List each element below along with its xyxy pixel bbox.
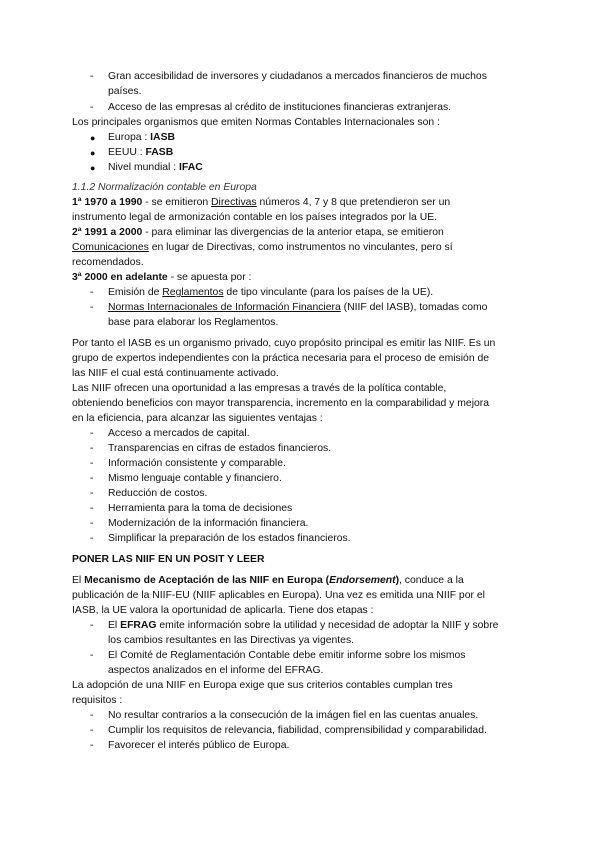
dash-marker: - (90, 620, 94, 631)
bullet-icon: ● (90, 133, 96, 143)
dash-marker: - (90, 650, 94, 661)
dash-marker: - (90, 428, 94, 439)
dash-marker: - (90, 503, 94, 514)
mechanism-line-2: publicación de la NIIF-EU (NIIF aplicables en Europa). Una vez es emitida una NIIF por el (72, 590, 485, 601)
stage-3-item-1: Emisión de Reglamentos de tipo vinculante (para los países de la UE). (108, 287, 434, 298)
advantage-item: Herramienta para la toma de decisiones (108, 503, 293, 514)
dash-marker: - (90, 302, 94, 313)
niif-link[interactable]: Normas Internacionales de Información Financiera (108, 302, 341, 313)
dash-marker: - (90, 473, 94, 484)
dash-marker: - (90, 518, 94, 529)
postit-heading: PONER LAS NIIF EN UN POSIT Y LEER (72, 554, 265, 565)
advantage-item: Acceso a mercados de capital. (108, 428, 250, 439)
requirement-item: Favorecer el interés público de Europa. (108, 740, 290, 751)
mechanism-line-1: El Mecanismo de Aceptación de las NIIF en Europa (Endorsement), conduce a la (72, 575, 464, 586)
stage-comite-cont: aspectos analizados en el informe del EFRAG. (108, 665, 324, 676)
iasb-line-3: las NIIF el cual está continuamente activado. (72, 368, 279, 379)
advantage-item: Transparencias en cifras de estados financieros. (108, 443, 332, 454)
org-item-europa: Europa : IASB (108, 132, 175, 143)
advantage-item: Reducción de costos. (108, 488, 208, 499)
organisms-intro: Los principales organismos que emiten Normas Contables Internacionales son : (72, 117, 440, 128)
advantage-item: Mismo lenguaje contable y financiero. (108, 473, 282, 484)
bullet-icon: ● (90, 148, 96, 158)
dash-marker: - (90, 443, 94, 454)
advantage-item: Modernización de la información financiera. (108, 518, 309, 529)
requirements-intro-2: requisitos : (72, 695, 123, 706)
stage-3-line-1: 3ª 2000 en adelante - se apuesta por : (72, 272, 252, 283)
section-title: 1.1.2 Normalización contable en Europa (72, 182, 257, 193)
bullet-icon: ● (90, 163, 96, 173)
org-item-mundial: Nivel mundial : IFAC (108, 162, 203, 173)
dash-marker: - (90, 458, 94, 469)
niif-line-3: en la eficiencia, para alcanzar las siguientes ventajas : (72, 413, 323, 424)
reglamentos-link[interactable]: Reglamentos (162, 287, 224, 298)
dash-marker: - (90, 533, 94, 544)
niif-line-1: Las NIIF ofrecen una oportunidad a las empresas a través de la política contable, (72, 383, 447, 394)
stage-2-line-2: Comunicaciones en lugar de Directivas, como instrumentos no vinculantes, pero sí (72, 242, 453, 253)
stage-1-line-2: instrumento legal de armonización contable en los países integrados por la UE. (72, 212, 438, 223)
dash-marker: - (90, 287, 94, 298)
dash-marker: - (90, 71, 94, 82)
requirement-item: Cumplir los requisitos de relevancia, fiabilidad, comprensibilidad y comparabilidad. (108, 725, 487, 736)
advantage-item: Simplificar la preparación de los estados financieros. (108, 533, 351, 544)
intro-item-1-cont: países. (108, 86, 142, 97)
iasb-line-2: grupo de expertos independientes con la práctica necesaria para el proceso de emisión de (72, 353, 490, 364)
dash-marker: - (90, 725, 94, 736)
stage-comite: El Comité de Reglamentación Contable debe emitir informe sobre los mismos (108, 650, 466, 661)
mechanism-line-3: IASB, la UE valora la oportunidad de aplicarla. Tiene dos etapas : (72, 605, 374, 616)
advantage-item: Información consistente y comparable. (108, 458, 286, 469)
iasb-line-1: Por tanto el IASB es un organismo privado, cuyo propósito principal es emitir las NIIF. Es un (72, 338, 496, 349)
stage-2-line-1: 2ª 1991 a 2000 - para eliminar las divergencias de la anterior etapa, se emitieron (72, 227, 444, 238)
niif-line-2: obteniendo beneficios con mayor transparencia, incremento en la comparabilidad y mejora (72, 398, 490, 409)
dash-marker: - (90, 102, 94, 113)
requirements-intro-1: La adopción de una NIIF en Europa exige que sus criterios contables cumplan tres (72, 680, 453, 691)
dash-marker: - (90, 740, 94, 751)
stage-3-item-2: Normas Internacionales de Información Financiera (NIIF del IASB), tomadas como (108, 302, 488, 313)
stage-efrag: El EFRAG emite información sobre la utilidad y necesidad de adoptar la NIIF y sobre (108, 620, 499, 631)
org-item-eeuu: EEUU : FASB (108, 147, 174, 158)
directivas-link[interactable]: Directivas (211, 197, 257, 208)
stage-2-line-3: recomendados. (72, 257, 144, 268)
dash-marker: - (90, 710, 94, 721)
stage-1-line-1: 1ª 1970 a 1990 - se emitieron Directivas números 4, 7 y 8 que pretendieron ser un (72, 197, 451, 208)
requirement-item: No resultar contrarios a la consecución de la imágen fiel en las cuentas anuales. (108, 710, 479, 721)
dash-marker: - (90, 488, 94, 499)
stage-3-item-2-cont: base para elaborar los Reglamentos. (108, 317, 279, 328)
intro-item-1: Gran accesibilidad de inversores y ciudadanos a mercados financieros de muchos (108, 71, 487, 82)
intro-item-2: Acceso de las empresas al crédito de instituciones financieras extranjeras. (108, 102, 452, 113)
comunicaciones-link[interactable]: Comunicaciones (72, 242, 149, 253)
stage-efrag-cont: los cambios resultantes en las Directivas ya vigentes. (108, 635, 355, 646)
